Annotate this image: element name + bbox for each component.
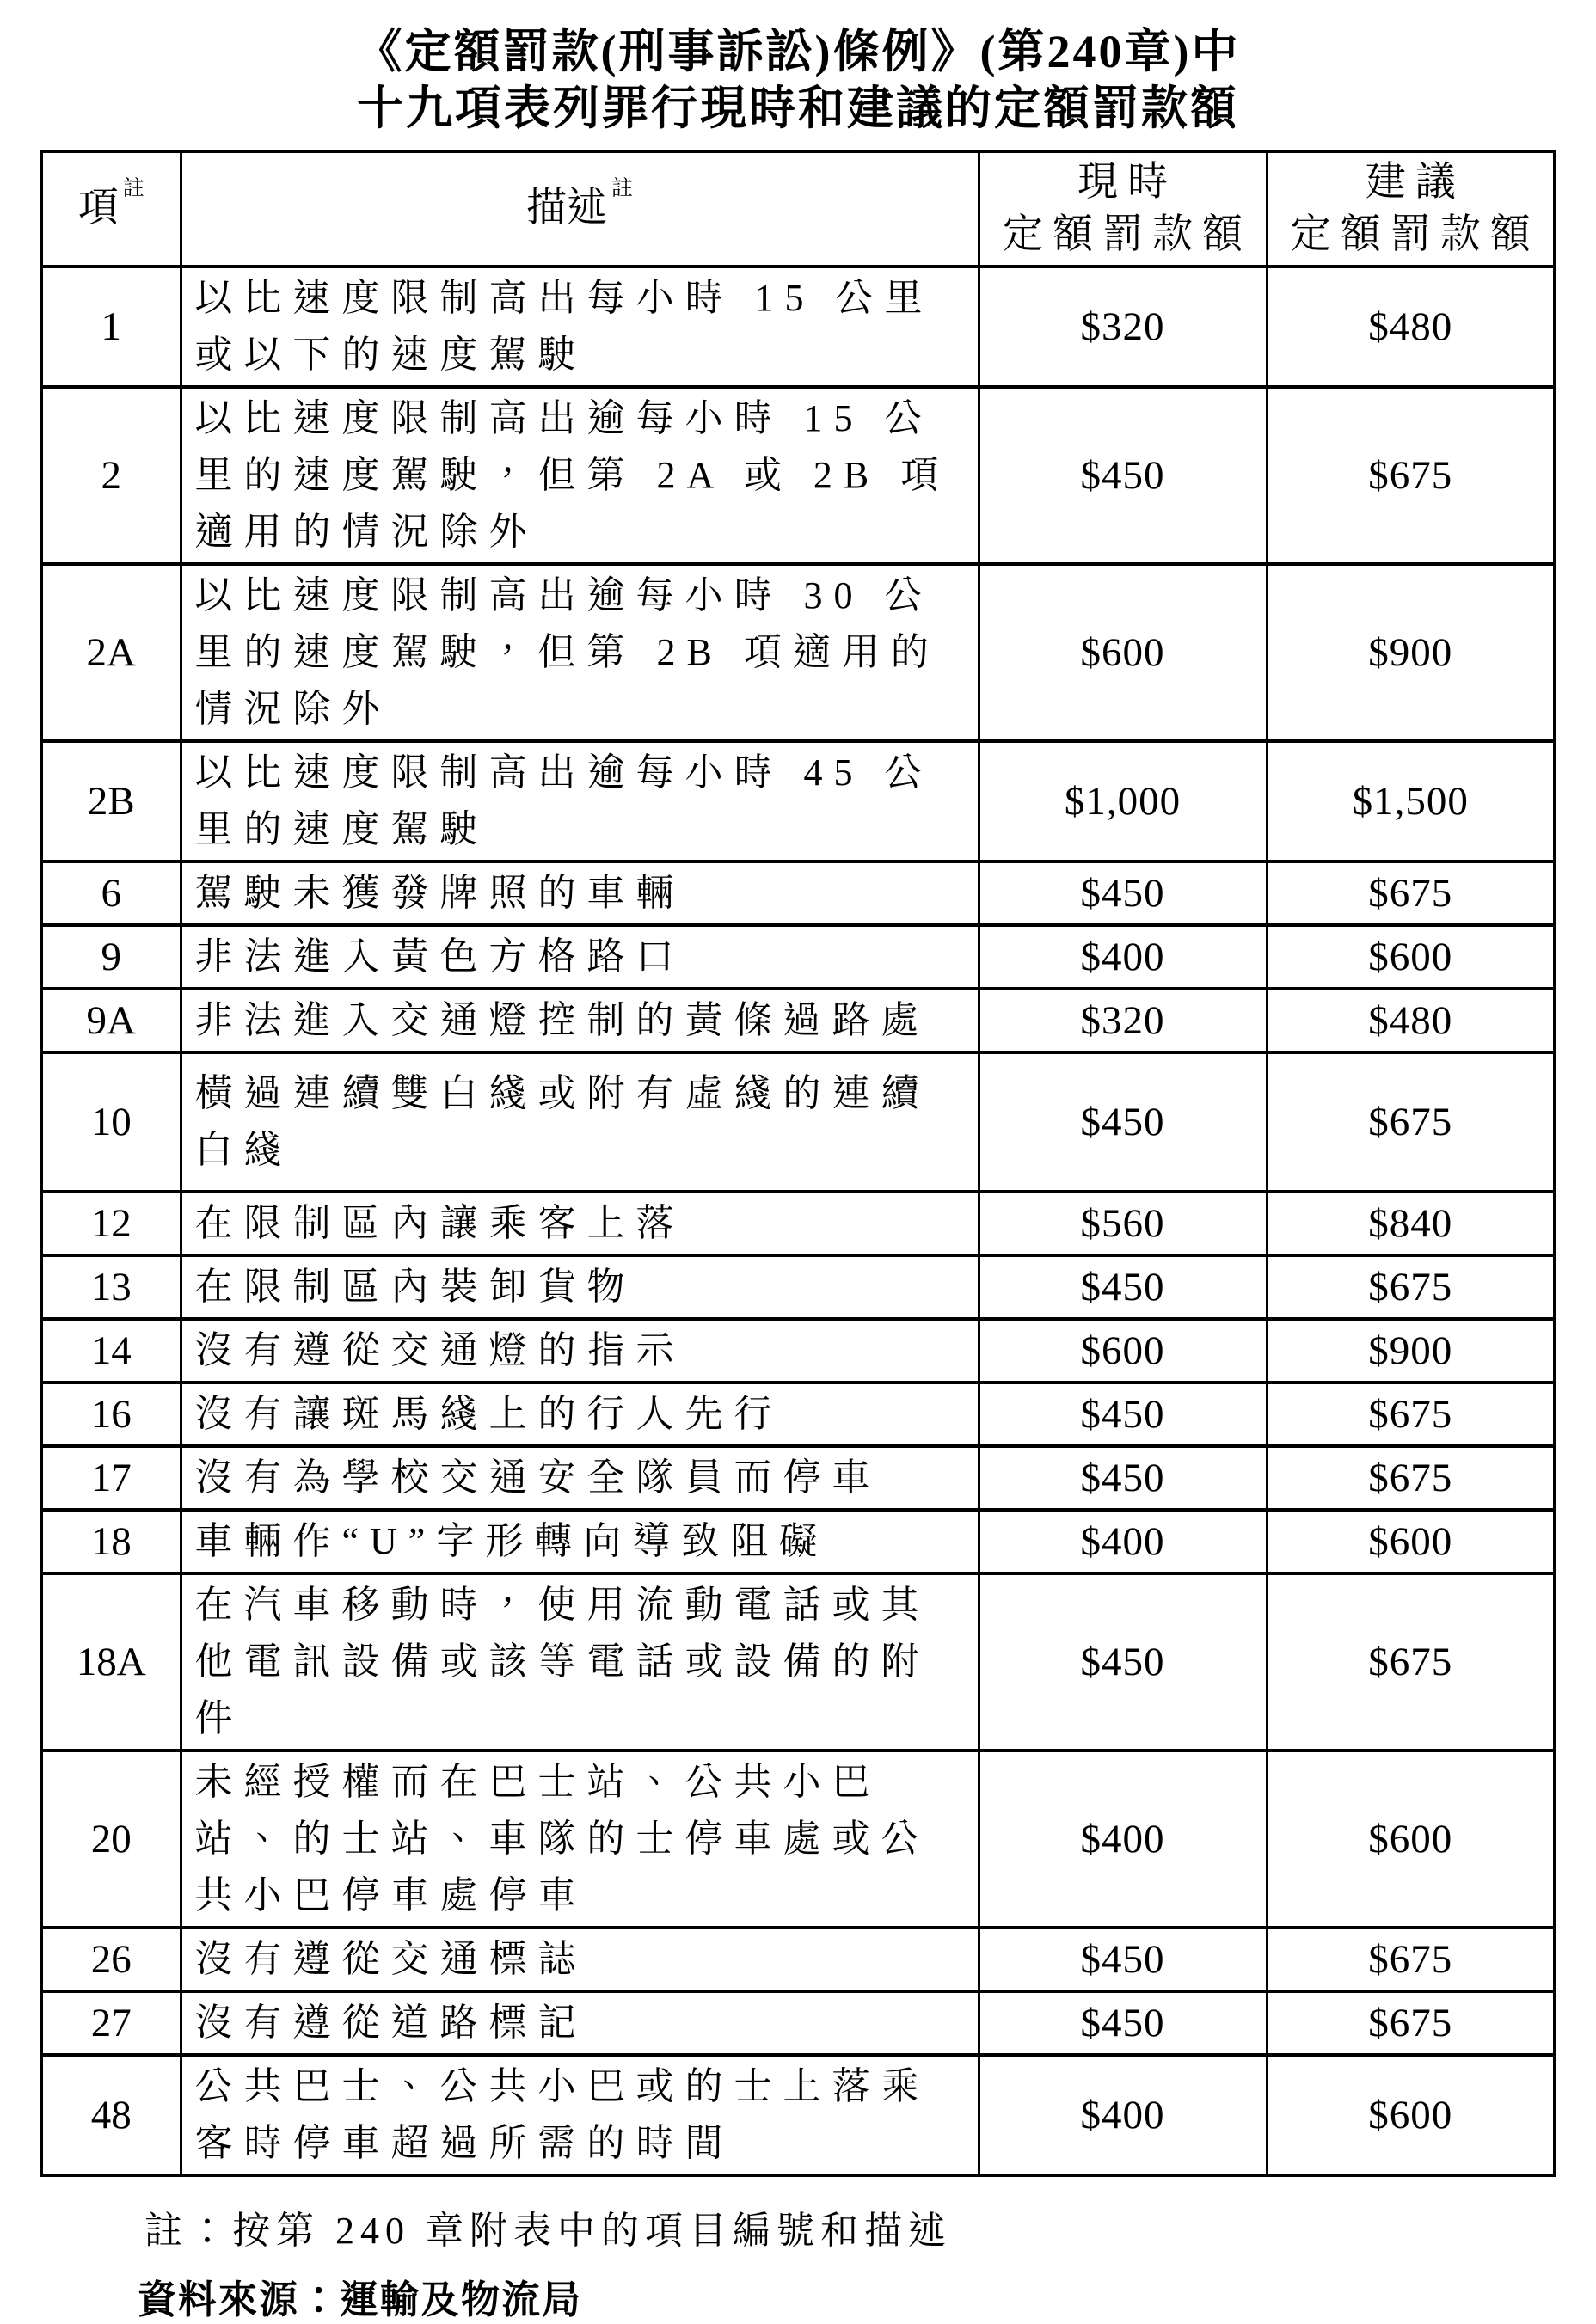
proposed-fine-cell: $480 [1267,989,1555,1052]
item-cell: 6 [41,862,181,925]
current-fine-cell: $450 [979,387,1267,564]
description-cell: 沒有遵從道路標記 [181,1991,979,2055]
description-cell: 在限制區內裝卸貨物 [181,1255,979,1319]
table-row-2 [41,387,1555,564]
item-cell: 16 [41,1383,181,1446]
current-fine-cell: $450 [979,1928,1267,1991]
item-cell: 13 [41,1255,181,1319]
proposed-fine-cell: $675 [1267,1928,1555,1991]
current-fine-cell: $450 [979,1255,1267,1319]
description-cell: 沒有讓斑馬綫上的行人先行 [181,1383,979,1446]
column-header-current-fine [979,151,1267,267]
description-cell: 以比速度限制高出每小時 15 公里或以下的速度駕駛 [181,267,979,387]
proposed-fine-cell: $675 [1267,1573,1555,1751]
description-cell: 未經授權而在巴士站、公共小巴站、的士站、車隊的士停車處或公共小巴停車處停車 [181,1751,979,1928]
item-note-superscript: 註 [122,176,144,200]
item-cell: 14 [41,1319,181,1383]
description-cell: 車輛作“U”字形轉向導致阻礙 [181,1510,979,1573]
proposed-fine-cell: $675 [1267,862,1555,925]
proposed-fine-cell: $675 [1267,1991,1555,2055]
proposed-fine-cell: $675 [1267,387,1555,564]
current-fine-cell: $400 [979,2055,1267,2175]
table-row-16 [41,1383,1555,1446]
current-fine-header-line-1: 現時 [1077,159,1177,205]
proposed-fine-cell: $600 [1267,2055,1555,2175]
page-title-line-2: 十九項表列罪行現時和建議的定額罰款額 [357,82,1239,134]
page-title-line-1: 《定額罰款(刑事訴訟)條例》(第240章)中 [355,26,1241,77]
item-cell: 18 [41,1510,181,1573]
proposed-fine-cell: $900 [1267,1319,1555,1383]
column-header-item [41,151,181,267]
proposed-fine-header-line-1: 建議 [1365,159,1465,205]
item-cell: 27 [41,1991,181,2055]
proposed-fine-cell: $675 [1267,1446,1555,1510]
item-cell: 10 [41,1052,181,1192]
table-header-row [41,151,1555,267]
table-row-13 [41,1255,1555,1319]
proposed-fine-cell: $1,500 [1267,741,1555,862]
table-row-18 [41,1510,1555,1573]
item-cell: 18A [41,1573,181,1751]
current-fine-header-line-2: 定額罰款額 [1003,212,1252,257]
description-cell: 以比速度限制高出逾每小時 15 公里的速度駕駛，但第 2A 或 2B 項適用的情況除外 [181,387,979,564]
table-row-2B [41,741,1555,862]
table-row-10 [41,1052,1555,1192]
current-fine-cell: $320 [979,989,1267,1052]
description-cell: 非法進入黃色方格路口 [181,925,979,989]
table-row-48 [41,2055,1555,2175]
description-cell: 公共巴士、公共小巴或的士上落乘客時停車超過所需的時間 [181,2055,979,2175]
table-row-9A [41,989,1555,1052]
description-cell: 在限制區內讓乘客上落 [181,1192,979,1255]
description-cell: 以比速度限制高出逾每小時 45 公里的速度駕駛 [181,741,979,862]
table-row-26 [41,1928,1555,1991]
item-cell: 2B [41,741,181,862]
current-fine-cell: $560 [979,1192,1267,1255]
proposed-fine-cell: $480 [1267,267,1555,387]
current-fine-cell: $450 [979,1446,1267,1510]
item-cell: 12 [41,1192,181,1255]
current-fine-cell: $1,000 [979,741,1267,862]
current-fine-cell: $450 [979,862,1267,925]
description-cell: 橫過連續雙白綫或附有虛綫的連續白綫 [181,1052,979,1192]
item-cell: 9A [41,989,181,1052]
table-row-9 [41,925,1555,989]
item-cell: 2A [41,564,181,741]
proposed-fine-cell: $900 [1267,564,1555,741]
item-cell: 17 [41,1446,181,1510]
current-fine-cell: $450 [979,1383,1267,1446]
description-cell: 沒有為學校交通安全隊員而停車 [181,1446,979,1510]
proposed-fine-cell: $675 [1267,1255,1555,1319]
proposed-fine-header-line-2: 定額罰款額 [1290,212,1540,257]
proposed-fine-cell: $600 [1267,1751,1555,1928]
page-title [0,24,1596,138]
proposed-fine-cell: $840 [1267,1192,1555,1255]
description-cell: 以比速度限制高出逾每小時 30 公里的速度駕駛，但第 2B 項適用的情況除外 [181,564,979,741]
source-line: 資料來源：運輸及物流局 [138,2277,583,2321]
table-row-17 [41,1446,1555,1510]
item-cell: 9 [41,925,181,989]
table-row-20 [41,1751,1555,1928]
table-row-27 [41,1991,1555,2055]
column-header-description [181,151,979,267]
description-note-superscript: 註 [611,176,633,200]
description-cell: 沒有遵從交通標誌 [181,1928,979,1991]
current-fine-cell: $400 [979,925,1267,989]
current-fine-cell: $600 [979,564,1267,741]
item-cell: 1 [41,267,181,387]
table-row-12 [41,1192,1555,1255]
current-fine-cell: $400 [979,1751,1267,1928]
item-cell: 20 [41,1751,181,1928]
proposed-fine-cell: $600 [1267,925,1555,989]
item-cell: 26 [41,1928,181,1991]
item-cell: 48 [41,2055,181,2175]
proposed-fine-cell: $675 [1267,1052,1555,1192]
table-row-6 [41,862,1555,925]
item-cell: 2 [41,387,181,564]
column-header-item-label: 項 [77,186,119,231]
current-fine-cell: $400 [979,1510,1267,1573]
table-row-18A [41,1573,1555,1751]
current-fine-cell: $450 [979,1052,1267,1192]
current-fine-cell: $450 [979,1573,1267,1751]
current-fine-cell: $320 [979,267,1267,387]
description-cell: 駕駛未獲發牌照的車輛 [181,862,979,925]
description-cell: 在汽車移動時，使用流動電話或其他電訊設備或該等電話或設備的附件 [181,1573,979,1751]
current-fine-cell: $600 [979,1319,1267,1383]
table-row-2A [41,564,1555,741]
table-row-14 [41,1319,1555,1383]
description-cell: 非法進入交通燈控制的黃條過路處 [181,989,979,1052]
column-header-description-label: 描述 [525,186,607,231]
column-header-proposed-fine [1267,151,1555,267]
table-row-1 [41,267,1555,387]
description-cell: 沒有遵從交通燈的指示 [181,1319,979,1383]
proposed-fine-cell: $675 [1267,1383,1555,1446]
current-fine-cell: $450 [979,1991,1267,2055]
fixed-penalty-table [40,150,1556,2177]
proposed-fine-cell: $600 [1267,1510,1555,1573]
footnote: 註：按第 240 章附表中的項目編號和描述 [144,2209,952,2252]
